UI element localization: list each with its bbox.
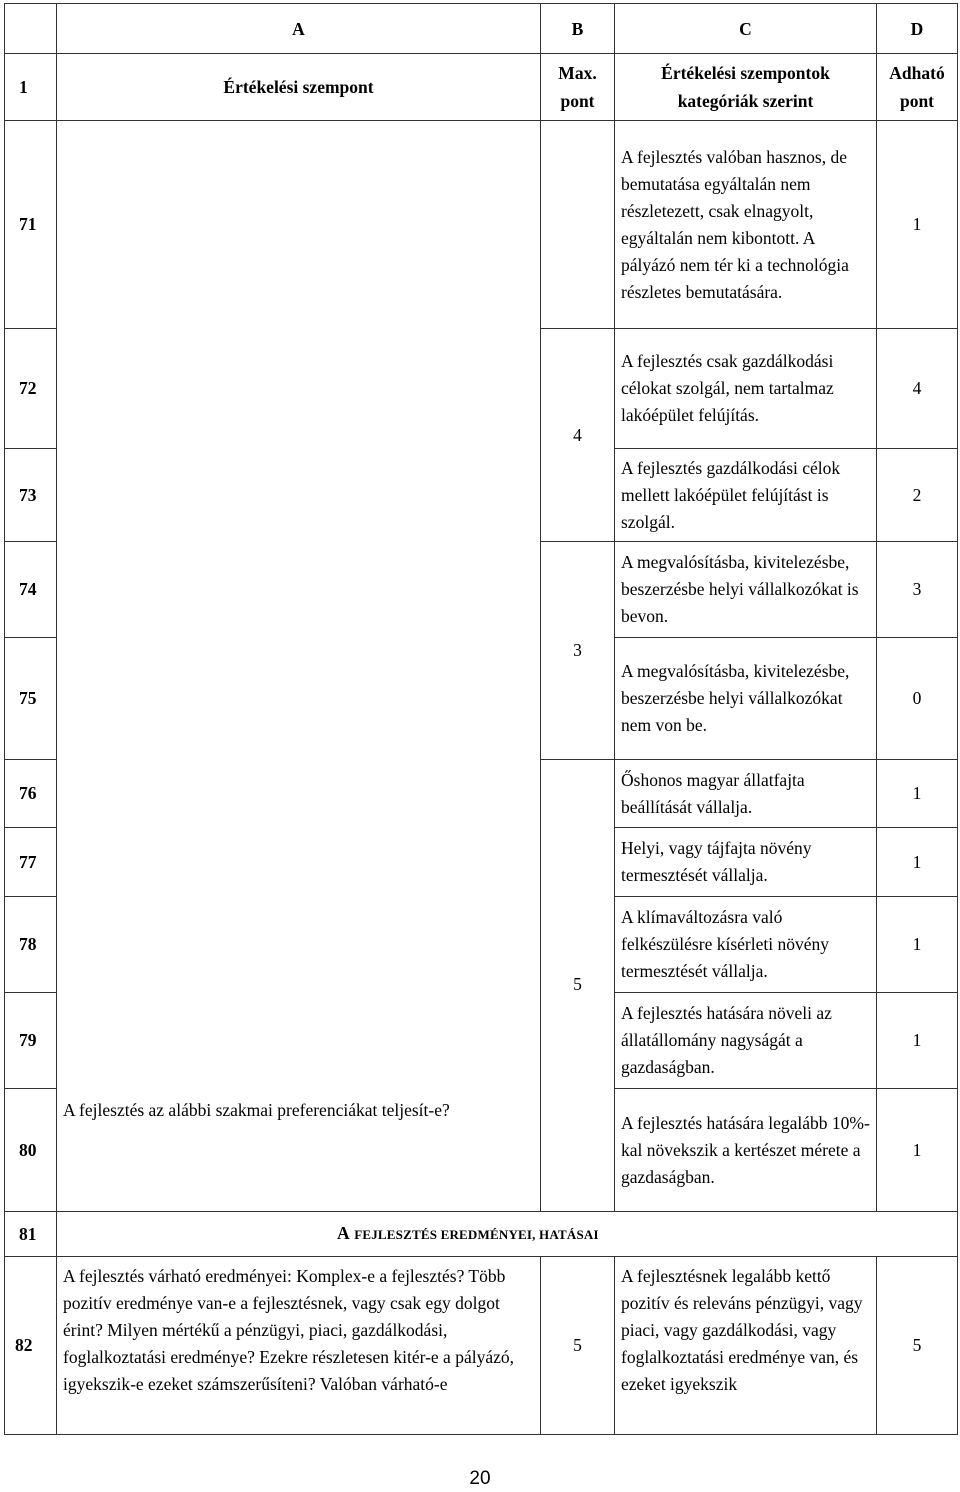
points-cell[interactable]: 1 [877,121,958,329]
page-number: 20 [469,1468,491,1489]
header-max-points: Max. pont [541,54,615,121]
row-number[interactable]: 74 [5,542,57,638]
row-number[interactable]: 82 [5,1257,57,1435]
column-letter-b[interactable]: B [541,4,615,54]
row-number[interactable]: 78 [5,897,57,993]
row-number[interactable]: 79 [5,993,57,1089]
evaluation-table [4,3,958,1435]
category-cell[interactable]: A megvalósításba, kivitelezésbe, beszerzésbe helyi vállalkozókat nem von be. [615,638,877,760]
row-number[interactable]: 73 [5,449,57,542]
category-cell[interactable]: Őshonos magyar állatfajta beállítását vállalja. [615,760,877,828]
category-cell[interactable]: A fejlesztés gazdálkodási célok mellett lakóépület felújítást is szolgál. [615,449,877,542]
points-cell[interactable]: 2 [877,449,958,542]
corner-cell [5,4,57,54]
category-cell[interactable]: A fejlesztés hatására legalább 10%-kal növekszik a kertészet mérete a gazdaságban. [615,1089,877,1212]
points-cell[interactable]: 1 [877,1089,958,1212]
max-points-cell[interactable] [541,121,615,329]
criterion-cell[interactable]: A fejlesztés az alábbi szakmai preferenciákat teljesít-e? [57,121,541,1212]
row-number[interactable]: 80 [5,1089,57,1212]
row-number[interactable]: 72 [5,329,57,449]
points-cell[interactable]: 3 [877,542,958,638]
section-title-initial: A [337,1223,350,1243]
header-categories: Értékelési szempontok kategóriák szerint [615,54,877,121]
table-row [5,1257,958,1435]
max-points-cell[interactable]: 5 [541,760,615,1212]
column-letter-a[interactable]: A [57,4,541,54]
criterion-cell[interactable]: A fejlesztés várható eredményei: Komplex-e a fejlesztés? Több pozitív eredménye van-e a fejlesztésnek, vagy csak egy dolgot érint? Milyen mértékű a pénzügyi, piaci, gazdálkodási, foglalkoztatási eredménye? Ezekre részletesen kitér-e a pályázó, igyekszik-e ezeket számszerűsíteni? Valóban várható-e [57,1257,541,1435]
row-number[interactable]: 76 [5,760,57,828]
section-row [5,1212,958,1257]
points-cell[interactable]: 1 [877,993,958,1089]
category-cell[interactable]: A fejlesztésnek legalább kettő pozitív és releváns pénzügyi, vagy piaci, vagy gazdálkodási, vagy foglalkoztatási eredménye van, és ezeket igyekszik [615,1257,877,1435]
category-cell[interactable]: Helyi, vagy tájfajta növény termesztését vállalja. [615,828,877,897]
points-cell[interactable]: 5 [877,1257,958,1435]
category-cell[interactable]: A fejlesztés valóban hasznos, de bemutatása egyáltalán nem részletezett, csak elnagyolt, egyáltalán nem kibontott. A pályázó nem tér ki a technológia részletes bemutatására. [615,121,877,329]
points-cell[interactable]: 1 [877,897,958,993]
points-cell[interactable]: 1 [877,828,958,897]
table-row [5,121,958,329]
column-letter-c[interactable]: C [615,4,877,54]
points-cell[interactable]: 4 [877,329,958,449]
max-points-cell[interactable]: 4 [541,329,615,542]
row-number[interactable]: 77 [5,828,57,897]
row-number[interactable]: 71 [5,121,57,329]
column-letter-d[interactable]: D [877,4,958,54]
category-cell[interactable]: A fejlesztés csak gazdálkodási célokat szolgál, nem tartalmaz lakóépület felújítás. [615,329,877,449]
header-row [5,54,958,121]
category-cell[interactable]: A fejlesztés hatására növeli az állatállomány nagyságát a gazdaságban. [615,993,877,1089]
points-cell[interactable]: 1 [877,760,958,828]
max-points-cell[interactable]: 3 [541,542,615,760]
points-cell[interactable]: 0 [877,638,958,760]
category-cell[interactable]: A megvalósításba, kivitelezésbe, beszerzésbe helyi vállalkozókat is bevon. [615,542,877,638]
category-cell[interactable]: A klímaváltozásra való felkészülésre kísérleti növény termesztését vállalja. [615,897,877,993]
section-title-text: FEJLESZTÉS EREDMÉNYEI, HATÁSAI [354,1227,599,1242]
header-awardable-points: Adható pont [877,54,958,121]
row-number[interactable]: 75 [5,638,57,760]
row-number[interactable]: 1 [5,54,57,121]
row-number[interactable]: 81 [5,1212,57,1257]
column-letter-row [5,4,958,54]
header-criterion: Értékelési szempont [57,54,541,121]
max-points-cell[interactable]: 5 [541,1257,615,1435]
section-title[interactable] [57,1212,958,1257]
